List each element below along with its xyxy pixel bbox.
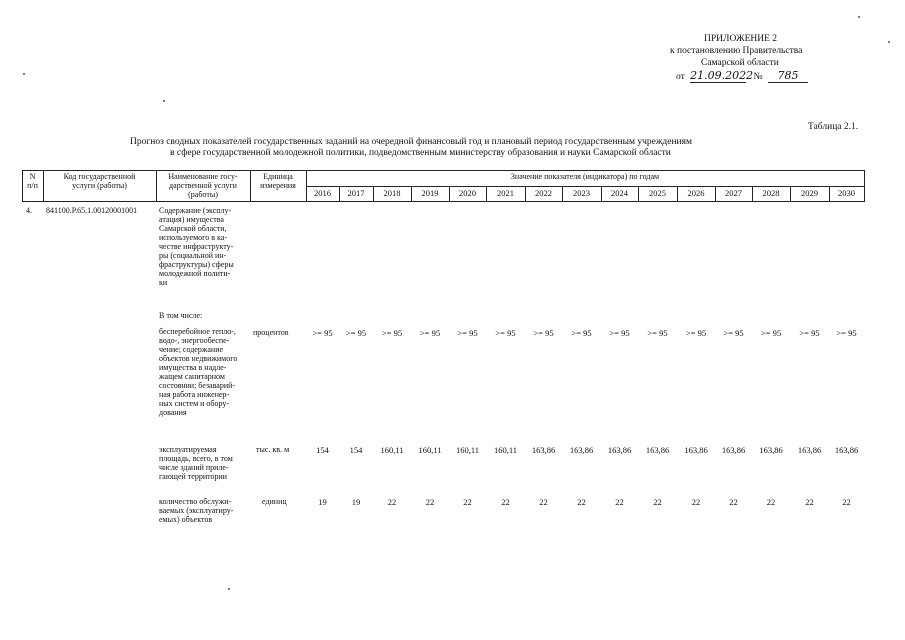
scan-speck — [228, 588, 230, 590]
indicator-unit: единиц — [262, 497, 287, 506]
row-service-name: Содержание (эксплу- атация) имущества Самарской области, используемого в ка- честве инфраструкту- ры (социальной ин- фраструктуры) сферы молодежной полити- ки — [159, 206, 234, 287]
indicator-value: 22 — [501, 497, 510, 507]
year-header-2016: 2016 — [314, 188, 331, 198]
indicator-value: 22 — [805, 497, 814, 507]
indicator-value: 163,86 — [797, 445, 822, 455]
indicator-value: >= 95 — [312, 328, 333, 338]
indicator-name: количество обслужи- ваемых (эксплуатиру- емых) объектов — [159, 497, 234, 524]
indicator-value: >= 95 — [685, 328, 707, 338]
appendix-title: ПРИЛОЖЕНИЕ 2 — [704, 34, 778, 44]
indicator-value: 22 — [766, 497, 776, 507]
row-service-code: 841100.Р.65.1.00120001001 — [46, 206, 138, 215]
row-including-label: В том числе: — [159, 311, 203, 320]
number-label: № — [753, 72, 763, 82]
indicator-name: бесперебойное тепло-, водо-, энергообеспе- чение; содержание объектов недвижимого имущества в надле- жащем санитарном состоянии; безаварий- ная работа инженер- ных систем и обору- дования — [159, 327, 238, 417]
scan-speck — [163, 100, 165, 102]
document-title-line-2: в сфере государственной молодежной политики, подведомственным министерству образования и науки Самарской области — [170, 148, 671, 158]
row-number: 4. — [26, 206, 32, 215]
indicator-value: 163,86 — [834, 445, 859, 455]
header-number: N п/п — [27, 172, 38, 190]
indicator-value: 22 — [653, 497, 662, 507]
indicator-unit: процентов — [253, 328, 289, 337]
year-header-2017: 2017 — [347, 188, 365, 198]
indicator-name: эксплуатируемая площадь, всего, в том числе зданий приле- гающей территории — [159, 445, 233, 481]
indicator-value: 163,86 — [759, 445, 783, 455]
from-label: от — [676, 72, 685, 82]
year-header-2028: 2028 — [762, 188, 780, 198]
indicator-value: 22 — [539, 497, 548, 507]
indicator-value: 19 — [351, 497, 361, 507]
year-header-2022: 2022 — [535, 188, 552, 198]
indicator-value: 163,86 — [721, 445, 746, 455]
indicator-value: 163,86 — [531, 445, 556, 455]
year-header-2027: 2027 — [725, 188, 742, 198]
year-header-2029: 2029 — [801, 188, 818, 198]
year-header-2030: 2030 — [838, 188, 855, 198]
indicator-value: >= 95 — [799, 328, 820, 338]
indicator-value: >= 95 — [533, 328, 554, 338]
decree-number: 785 — [768, 70, 808, 83]
document-title-line-1: Прогноз сводных показателей государственных заданий на очередной финансовый год и плановый период государственным учреждениям — [130, 137, 692, 147]
indicator-value: 22 — [387, 497, 397, 507]
indicator-value: >= 95 — [609, 328, 630, 338]
indicator-value: >= 95 — [381, 328, 403, 338]
year-header-2018: 2018 — [383, 188, 401, 198]
indicator-value: 160,11 — [493, 445, 518, 455]
year-header-2026: 2026 — [687, 188, 705, 198]
indicator-value: >= 95 — [571, 328, 592, 338]
decree-date: 21.09.2022 — [690, 69, 754, 82]
year-header-2024: 2024 — [611, 188, 628, 198]
indicator-value: >= 95 — [419, 328, 441, 338]
indicator-value: 163,86 — [569, 445, 594, 455]
appendix-date-row — [676, 70, 808, 83]
indicator-value: >= 95 — [723, 328, 744, 338]
indicator-value: 22 — [577, 497, 586, 507]
scan-speck — [858, 16, 860, 18]
indicator-value: 22 — [463, 497, 472, 507]
indicator-value: 163,86 — [607, 445, 632, 455]
indicator-value: >= 95 — [647, 328, 668, 338]
indicator-value: >= 95 — [457, 328, 478, 338]
header-service-name: Наименование госу- дарственной услуги (работы) — [168, 172, 238, 199]
year-header-2020: 2020 — [459, 188, 476, 198]
indicator-value: 22 — [691, 497, 701, 507]
year-header-2019: 2019 — [421, 188, 439, 198]
year-header-2025: 2025 — [649, 188, 666, 198]
indicator-value: 163,86 — [645, 445, 670, 455]
indicator-value: >= 95 — [495, 328, 516, 338]
indicator-unit: тыс. кв. м — [256, 445, 290, 454]
table-label: Таблица 2.1. — [808, 122, 859, 132]
indicator-value: 160,11 — [455, 445, 480, 455]
indicator-value: 154 — [316, 445, 329, 455]
indicator-value: >= 95 — [760, 328, 782, 338]
header-unit: Единица измерения — [260, 172, 296, 190]
scan-speck — [23, 73, 25, 75]
header-values: Значение показателя (индикатора) по годам — [510, 172, 660, 181]
indicator-value: 160,11 — [418, 445, 442, 455]
indicator-value: >= 95 — [836, 328, 857, 338]
indicator-value: 154 — [349, 445, 363, 455]
indicator-value: 22 — [425, 497, 435, 507]
indicator-value: 163,86 — [684, 445, 708, 455]
indicator-value: 22 — [615, 497, 624, 507]
year-header-2021: 2021 — [497, 188, 514, 198]
indicator-value: 160,11 — [380, 445, 404, 455]
appendix-region-line: Самарской области — [701, 58, 779, 68]
indicator-value: 22 — [842, 497, 851, 507]
year-header-2023: 2023 — [573, 188, 590, 198]
indicator-value: >= 95 — [345, 328, 367, 338]
indicator-value: 22 — [729, 497, 738, 507]
appendix-decree-line: к постановлению Правительства — [670, 46, 803, 56]
scan-speck — [888, 41, 890, 43]
indicator-value: 19 — [318, 497, 327, 507]
header-service-code: Код государственной услуги (работы) — [63, 172, 136, 190]
